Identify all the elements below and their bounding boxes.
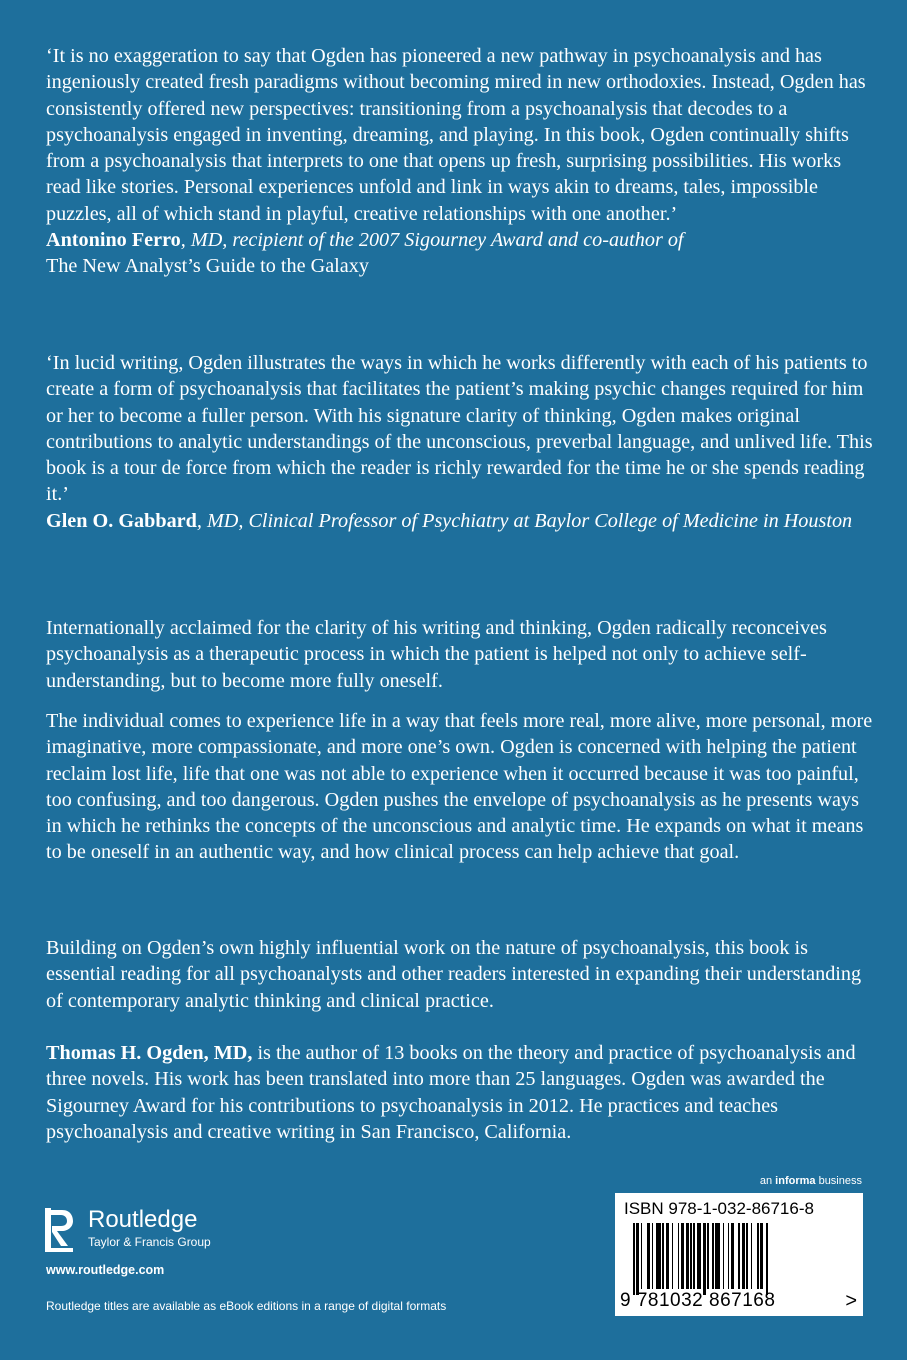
barcode-bar xyxy=(666,1223,669,1289)
barcode-bar xyxy=(723,1223,725,1289)
endorser-work-title: The New Analyst’s Guide to the Galaxy xyxy=(46,255,369,278)
barcode-bar xyxy=(703,1223,706,1295)
publisher-group: Taylor & Francis Group xyxy=(88,1235,211,1249)
description-paragraph xyxy=(46,708,876,866)
barcode-chevron: > xyxy=(845,1290,857,1312)
barcode-bar xyxy=(656,1223,661,1289)
informa-word: informa xyxy=(775,1175,816,1187)
endorsement-attribution xyxy=(46,508,876,534)
endorser-credentials: , MD, Clinical Professor of Psychiatry at Baylor College of Medicine in Houston xyxy=(196,509,853,532)
informa-prefix: an xyxy=(759,1175,776,1187)
barcode-bar xyxy=(633,1223,635,1295)
ebook-note: Routledge titles are available as eBook editions in a range of digital formats xyxy=(46,1299,447,1313)
description-text: Internationally acclaimed for the clarity of his writing and thinking, Ogden radically reconceives psychoanalysis as a therapeutic process in which the patient is helped not only to achieve self-understanding, but to become more fully oneself. xyxy=(46,617,827,692)
informa-suffix: business xyxy=(815,1175,862,1187)
barcode-bar xyxy=(760,1223,763,1289)
barcode-bars xyxy=(633,1223,833,1291)
barcode-bar xyxy=(766,1223,768,1295)
endorser-name: Glen O. Gabbard xyxy=(46,509,197,532)
description-text: The individual comes to experience life in a way that feels more real, more alive, more personal, more imaginative, more compassionate, and more one’s own. Ogden is concerned with helping the patient reclaim lost life, life that one was not able to experience when it occurred because it was too painful, too confusing, and too dangerous. Ogden pushes the envelope of psychoanalysis as he presents ways in which he rethinks the concepts of the unconscious and analytic time. He expands on what it means to be oneself in an authentic way, and how clinical process can help achieve that goal. xyxy=(46,710,873,864)
barcode-bar xyxy=(715,1223,720,1289)
barcode-bar xyxy=(690,1223,692,1289)
barcode-bar xyxy=(742,1223,745,1289)
barcode-bar xyxy=(686,1223,689,1289)
barcode-bar xyxy=(681,1223,684,1289)
endorser-credentials: , MD, recipient of the 2007 Sigourney Award and co-author of xyxy=(180,229,684,252)
barcode-bar xyxy=(757,1223,759,1289)
barcode-bar xyxy=(652,1223,654,1289)
barcode-bar xyxy=(662,1223,664,1289)
barcode-bar xyxy=(647,1223,650,1289)
barcode-bar xyxy=(636,1223,639,1295)
endorsement-gabbard xyxy=(46,350,876,534)
barcode-bar xyxy=(728,1223,730,1289)
barcode-bar xyxy=(697,1223,702,1289)
barcode-bar xyxy=(678,1223,680,1289)
isbn-barcode xyxy=(615,1193,863,1316)
barcode-bar xyxy=(641,1223,643,1289)
endorser-name: Antonino Ferro xyxy=(46,229,181,252)
isbn-label: ISBN 978-1-032-86716-8 xyxy=(624,1199,814,1218)
publisher-name: Routledge xyxy=(88,1206,198,1233)
author-name: Thomas H. Ogden, MD, xyxy=(46,1042,253,1064)
barcode-bar xyxy=(738,1223,740,1289)
routledge-r-logo-icon xyxy=(44,1208,76,1254)
author-bio xyxy=(46,1040,876,1145)
barcode-bar xyxy=(693,1223,695,1289)
endorsement-text: ‘In lucid writing, Ogden illustrates the ways in which he works differently with each of his patients to create a form of psychoanalysis that facilitates the patient’s making psychic changes required for him or her to become a fuller person. With his signature clarity of thinking, Ogden makes original contributions to analytic understandings of the unconscious, preverbal language, and unlived life. This book is a tour de force from which the reader is richly rewarded for the time he or she spends reading it.’ xyxy=(46,352,873,506)
description-paragraph xyxy=(46,615,876,694)
barcode-bar xyxy=(731,1223,734,1289)
endorsement-text: ‘It is no exaggeration to say that Ogden has pioneered a new pathway in psychoanalysis and has ingeniously created fresh paradigms without becoming mired in new orthodoxies. Instead, Ogden has consistently offered new perspectives: transitioning from a psychoanalysis that decodes to a psychoanalysis engaged in inventing, dreaming, and playing. In this book, Ogden continually shifts from a psychoanalysis that interprets to one that opens up fresh, surprising possibilities. His works read like stories. Personal experiences unfold and link in ways akin to dreams, tales, impossible puzzles, all of which stand in playful, creative relationships with one another.’ xyxy=(46,45,866,225)
description-paragraph xyxy=(46,935,876,1014)
publisher-website-link[interactable]: www.routledge.com xyxy=(46,1263,165,1277)
barcode-bar xyxy=(707,1223,709,1289)
barcode-bar xyxy=(751,1223,753,1289)
description-text: Building on Ogden’s own highly influential work on the nature of psychoanalysis, this book is essential reading for all psychoanalysts and other readers interested in expanding their understanding of contemporary analytic thinking and clinical practice. xyxy=(46,937,862,1012)
informa-business-tagline xyxy=(760,1175,862,1187)
barcode-digits: 9 781032 867168 xyxy=(620,1290,776,1311)
barcode-bar xyxy=(672,1223,674,1289)
barcode-bar xyxy=(712,1223,714,1289)
barcode-bar xyxy=(746,1223,748,1289)
author-bio-text: is the author of 13 books on the theory and practice of psychoanalysis and three novels. His work has been translated into more than 25 languages. Ogden was awarded the Sigourney Award for his contributions to psychoanalysis in 2012. He practices and teaches psychoanalysis and creative writing in San Francisco, California. xyxy=(46,1042,856,1143)
endorsement-ferro xyxy=(46,43,876,280)
endorsement-attribution xyxy=(46,227,876,280)
